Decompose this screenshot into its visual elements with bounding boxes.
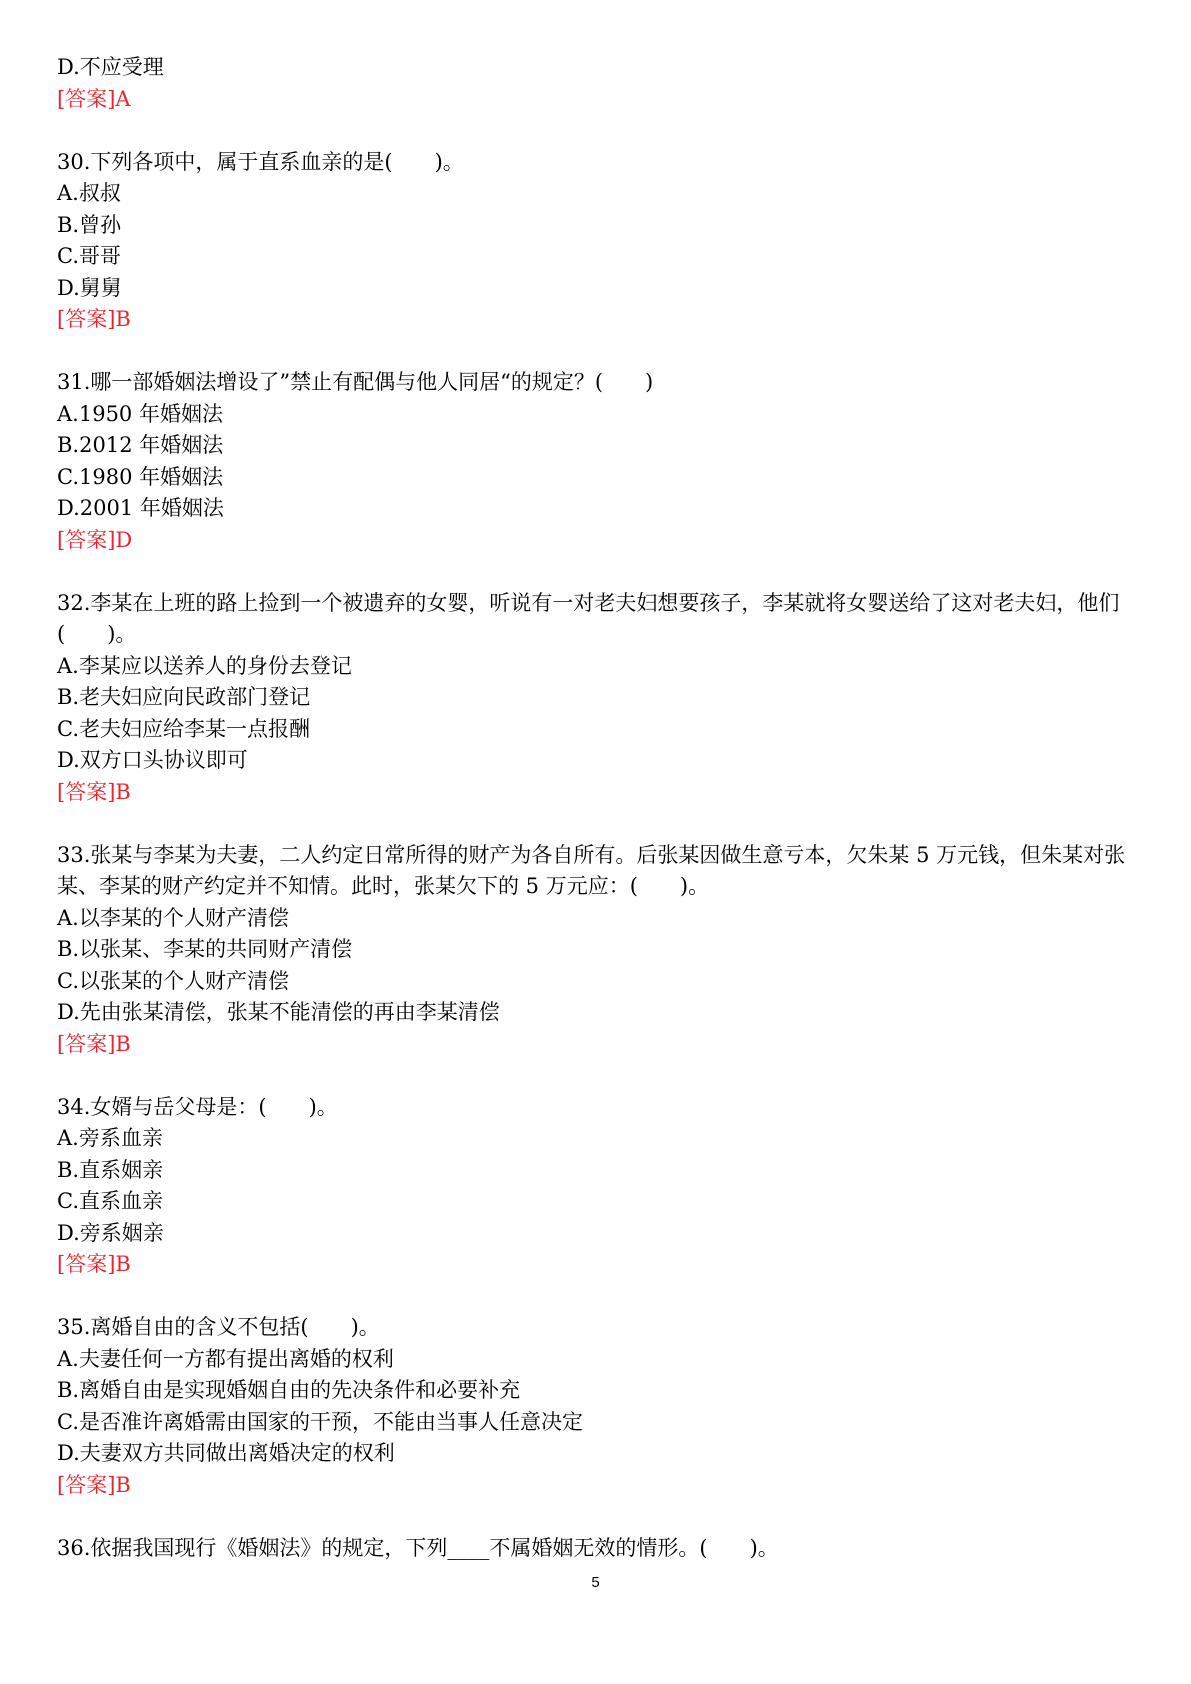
- option-a: A.旁系血亲: [57, 1126, 163, 1150]
- question-34: [57, 1092, 1137, 1281]
- page-number: 5: [591, 1574, 600, 1591]
- option-b: B.直系姻亲: [57, 1157, 164, 1182]
- option-d: D.2001 年婚姻法: [57, 496, 224, 520]
- answer-label: [答案]A: [57, 86, 131, 111]
- question-stem: 32.李某在上班的路上捡到一个被遗弃的女婴，听说有一对老夫妇想要孩子，李某就将女婴送给了这对老夫妇，他们( )。: [57, 590, 1120, 646]
- option-b: B.以张某、李某的共同财产清偿: [57, 937, 353, 961]
- spacer: [57, 556, 1137, 588]
- option-a: A.叔叔: [57, 181, 121, 205]
- document-page: [57, 52, 1137, 1564]
- answer-label: [答案]D: [57, 527, 133, 552]
- option-c: C.直系血亲: [57, 1189, 163, 1213]
- option-d: D.舅舅: [57, 275, 122, 300]
- answer-label: [答案]B: [57, 1031, 131, 1056]
- question-stem: 36.依据我国现行《婚姻法》的规定，下列____不属婚姻无效的情形。( )。: [57, 1535, 779, 1560]
- question-30: [57, 147, 1137, 336]
- answer-label: [答案]B: [57, 1252, 131, 1276]
- answer-label: [答案]B: [57, 1472, 131, 1497]
- question-32: [57, 588, 1137, 809]
- option-a: A.李某应以送养人的身份去登记: [57, 653, 352, 678]
- option-a: A.1950 年婚姻法: [57, 401, 223, 426]
- spacer: [57, 1501, 1137, 1533]
- question-stem: 33.张某与李某为夫妻，二人约定日常所得的财产为各自所有。后张某因做生意亏本，欠朱某 5 万元钱，但朱某对张某、李某的财产约定并不知情。此时，张某欠下的 5 万元应：( )。: [57, 842, 1126, 898]
- option-b: B.老夫妇应向民政部门登记: [57, 685, 311, 709]
- question-31: [57, 367, 1137, 556]
- question-36: [57, 1533, 1137, 1565]
- spacer: [57, 1060, 1137, 1092]
- option-c: C.1980 年婚姻法: [57, 464, 224, 489]
- question-stem: 35.离婚自由的含义不包括( )。: [57, 1315, 380, 1339]
- option-b: B.曾孙: [57, 212, 122, 237]
- answer-label: [答案]B: [57, 307, 131, 331]
- option-c: C.是否准许离婚需由国家的干预，不能由当事人任意决定: [57, 1409, 583, 1434]
- spacer: [57, 1281, 1137, 1313]
- option-b: B.离婚自由是实现婚姻自由的先决条件和必要补充: [57, 1378, 521, 1402]
- option-d: D.不应受理: [57, 55, 164, 79]
- option-d: D.旁系姻亲: [57, 1220, 164, 1245]
- question-stem: 31.哪一部婚姻法增设了”禁止有配偶与他人同居“的规定？( ): [57, 370, 654, 394]
- question-35: [57, 1312, 1137, 1501]
- option-d: D.双方口头协议即可: [57, 748, 248, 772]
- spacer: [57, 808, 1137, 840]
- question-stem: 30.下列各项中，属于直系血亲的是( )。: [57, 149, 464, 174]
- option-c: C.以张某的个人财产清偿: [57, 968, 289, 993]
- question-33: [57, 840, 1137, 1061]
- option-a: A.以李某的个人财产清偿: [57, 905, 289, 930]
- answer-label: [答案]B: [57, 779, 131, 804]
- option-d: D.先由张某清偿，张某不能清偿的再由李某清偿: [57, 1000, 500, 1024]
- spacer: [57, 115, 1137, 147]
- option-c: C.哥哥: [57, 244, 121, 268]
- question-stem: 34.女婿与岳父母是：( )。: [57, 1094, 338, 1119]
- option-a: A.夫妻任何一方都有提出离婚的权利: [57, 1346, 394, 1371]
- option-d: D.夫妻双方共同做出离婚决定的权利: [57, 1441, 395, 1465]
- option-c: C.老夫妇应给李某一点报酬: [57, 716, 310, 741]
- spacer: [57, 336, 1137, 368]
- option-b: B.2012 年婚姻法: [57, 433, 224, 457]
